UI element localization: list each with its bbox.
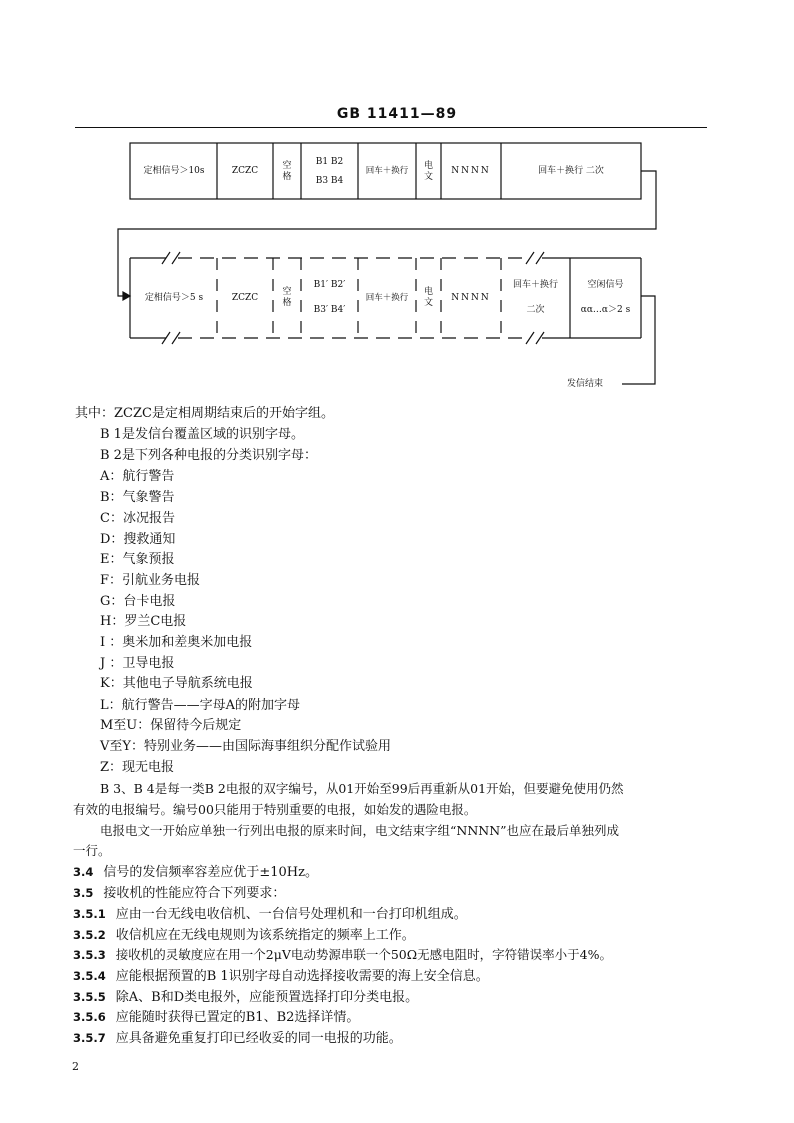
b1-line: B 1是发信台覆盖区域的识别字母。 xyxy=(100,427,304,442)
d2-space: 空格 xyxy=(282,287,292,308)
clause-text: 信号的发信频率容差应优于±10Hz。 xyxy=(103,865,318,880)
clause-number: 3.5.1 xyxy=(73,907,106,921)
intro-line: 其中：ZCZC是定相周期结束后的开始字组。 xyxy=(75,406,334,421)
category-item: A：航行警告 xyxy=(100,469,175,484)
signal-sequence-diagram xyxy=(0,0,794,400)
clause-3-5-4 xyxy=(73,966,489,987)
clause-3-4 xyxy=(73,862,318,883)
clause-3-5 xyxy=(73,883,285,904)
message-paragraph-line2: 一行。 xyxy=(73,843,111,858)
category-item: E：气象预报 xyxy=(100,552,175,567)
category-item: D：搜救通知 xyxy=(100,532,176,547)
d1-phasing-signal: 定相信号＞10s xyxy=(143,166,205,176)
d1-zczc: ZCZC xyxy=(231,166,259,176)
category-item: I ：奥米加和差奥米加电报 xyxy=(100,635,253,650)
d1-message: 电文 xyxy=(423,160,433,182)
d2-b1b2: B1′ B2′ xyxy=(313,280,346,290)
clause-number: 3.5.4 xyxy=(73,969,106,983)
clause-3-5-6 xyxy=(73,1007,359,1028)
b34-paragraph-line2: 有效的电报编号。编号00只能用于特别重要的电报，如始发的遇险电报。 xyxy=(73,802,477,817)
d2-idle-duration: αα…α＞2 s xyxy=(580,305,631,315)
clause-text: 接收机的性能应符合下列要求： xyxy=(103,886,286,901)
d2-twice: 二次 xyxy=(526,305,545,315)
b34-paragraph-line1: B 3、B 4是每一类B 2电报的双字编号，从01开始至99后再重新从01开始，但要避免使用仍然 xyxy=(100,781,624,796)
d2-phasing-signal: 定相信号＞5 s xyxy=(144,292,204,303)
category-item: K：其他电子导航系统电报 xyxy=(100,676,253,691)
d2-b3b4: B3′ B4′ xyxy=(313,305,346,315)
d2-message: 电文 xyxy=(423,287,433,308)
category-item: H：罗兰C电报 xyxy=(100,614,187,629)
d1-cr-lf: 回车＋换行 xyxy=(365,166,409,176)
clause-3-5-1 xyxy=(73,904,467,925)
clause-text: 除A、B和D类电报外，应能预置选择打印分类电报。 xyxy=(115,990,419,1005)
clause-number: 3.5.3 xyxy=(73,948,106,962)
clause-number: 3.5 xyxy=(73,886,94,900)
page-number: 2 xyxy=(72,1060,79,1073)
d2-cr-lf: 回车＋换行 xyxy=(365,292,409,303)
clause-number: 3.5.6 xyxy=(73,1010,106,1024)
clause-text: 收信机应在无线电规则为该系统指定的频率上工作。 xyxy=(115,928,415,943)
clause-number: 3.5.5 xyxy=(73,990,106,1004)
clause-number: 3.5.7 xyxy=(73,1031,106,1045)
message-paragraph-line1: 电报电文一开始应单独一行列出电报的原来时间，电文结束字组“NNNN”也应在最后单独列成 xyxy=(100,823,620,838)
category-item: Z：现无电报 xyxy=(100,760,175,775)
category-item: F：引航业务电报 xyxy=(100,573,201,588)
clause-3-5-5 xyxy=(73,987,418,1008)
d2-nnnn: NNNN xyxy=(451,292,491,303)
clause-text: 应由一台无线电收信机、一台信号处理机和一台打印机组成。 xyxy=(115,907,467,922)
b2-line: B 2是下列各种电报的分类识别字母： xyxy=(100,448,317,463)
clause-3-5-7 xyxy=(73,1028,402,1049)
d2-zczc: ZCZC xyxy=(231,292,259,303)
category-item: C：冰况报告 xyxy=(100,511,175,526)
clause-number: 3.4 xyxy=(73,865,94,879)
d1-cr-lf-twice: 回车＋换行 二次 xyxy=(538,166,604,176)
d2-cr-lf: 回车＋换行 xyxy=(512,280,558,290)
category-item: J ：卫导电报 xyxy=(100,656,175,671)
clause-number: 3.5.2 xyxy=(73,928,106,942)
category-item: B：气象警告 xyxy=(100,490,175,505)
d1-space: 空格 xyxy=(282,160,292,182)
d1-b3b4: B3 B4 xyxy=(315,175,344,186)
d1-nnnn: NNNN xyxy=(451,166,491,176)
clause-3-5-2 xyxy=(73,925,415,946)
clause-text: 应具备避免重复打印已经收妥的同一电报的功能。 xyxy=(115,1031,402,1046)
category-item: V至Y：特别业务——由国际海事组织分配作试验用 xyxy=(100,739,391,754)
clause-text: 应能根据预置的B 1识别字母自动选择接收需要的海上安全信息。 xyxy=(115,969,489,984)
d2-idle-signal: 空闲信号 xyxy=(587,280,624,290)
d2-end-label: 发信结束 xyxy=(567,379,604,389)
standard-header: GB 11411—89 xyxy=(336,106,458,122)
clause-3-5-3 xyxy=(73,945,612,965)
category-item: G：台卡电报 xyxy=(100,594,176,609)
d1-b1b2: B1 B2 xyxy=(315,156,344,167)
category-item: L：航行警告——字母A的附加字母 xyxy=(100,698,301,713)
clause-text: 接收机的灵敏度应在用一个2μV电动势源串联一个50Ω无感电阻时，字符错误率小于4%。 xyxy=(115,947,612,962)
clause-text: 应能随时获得已置定的B1、B2选择详情。 xyxy=(115,1010,360,1025)
category-item: M至U：保留待今后规定 xyxy=(100,718,242,733)
